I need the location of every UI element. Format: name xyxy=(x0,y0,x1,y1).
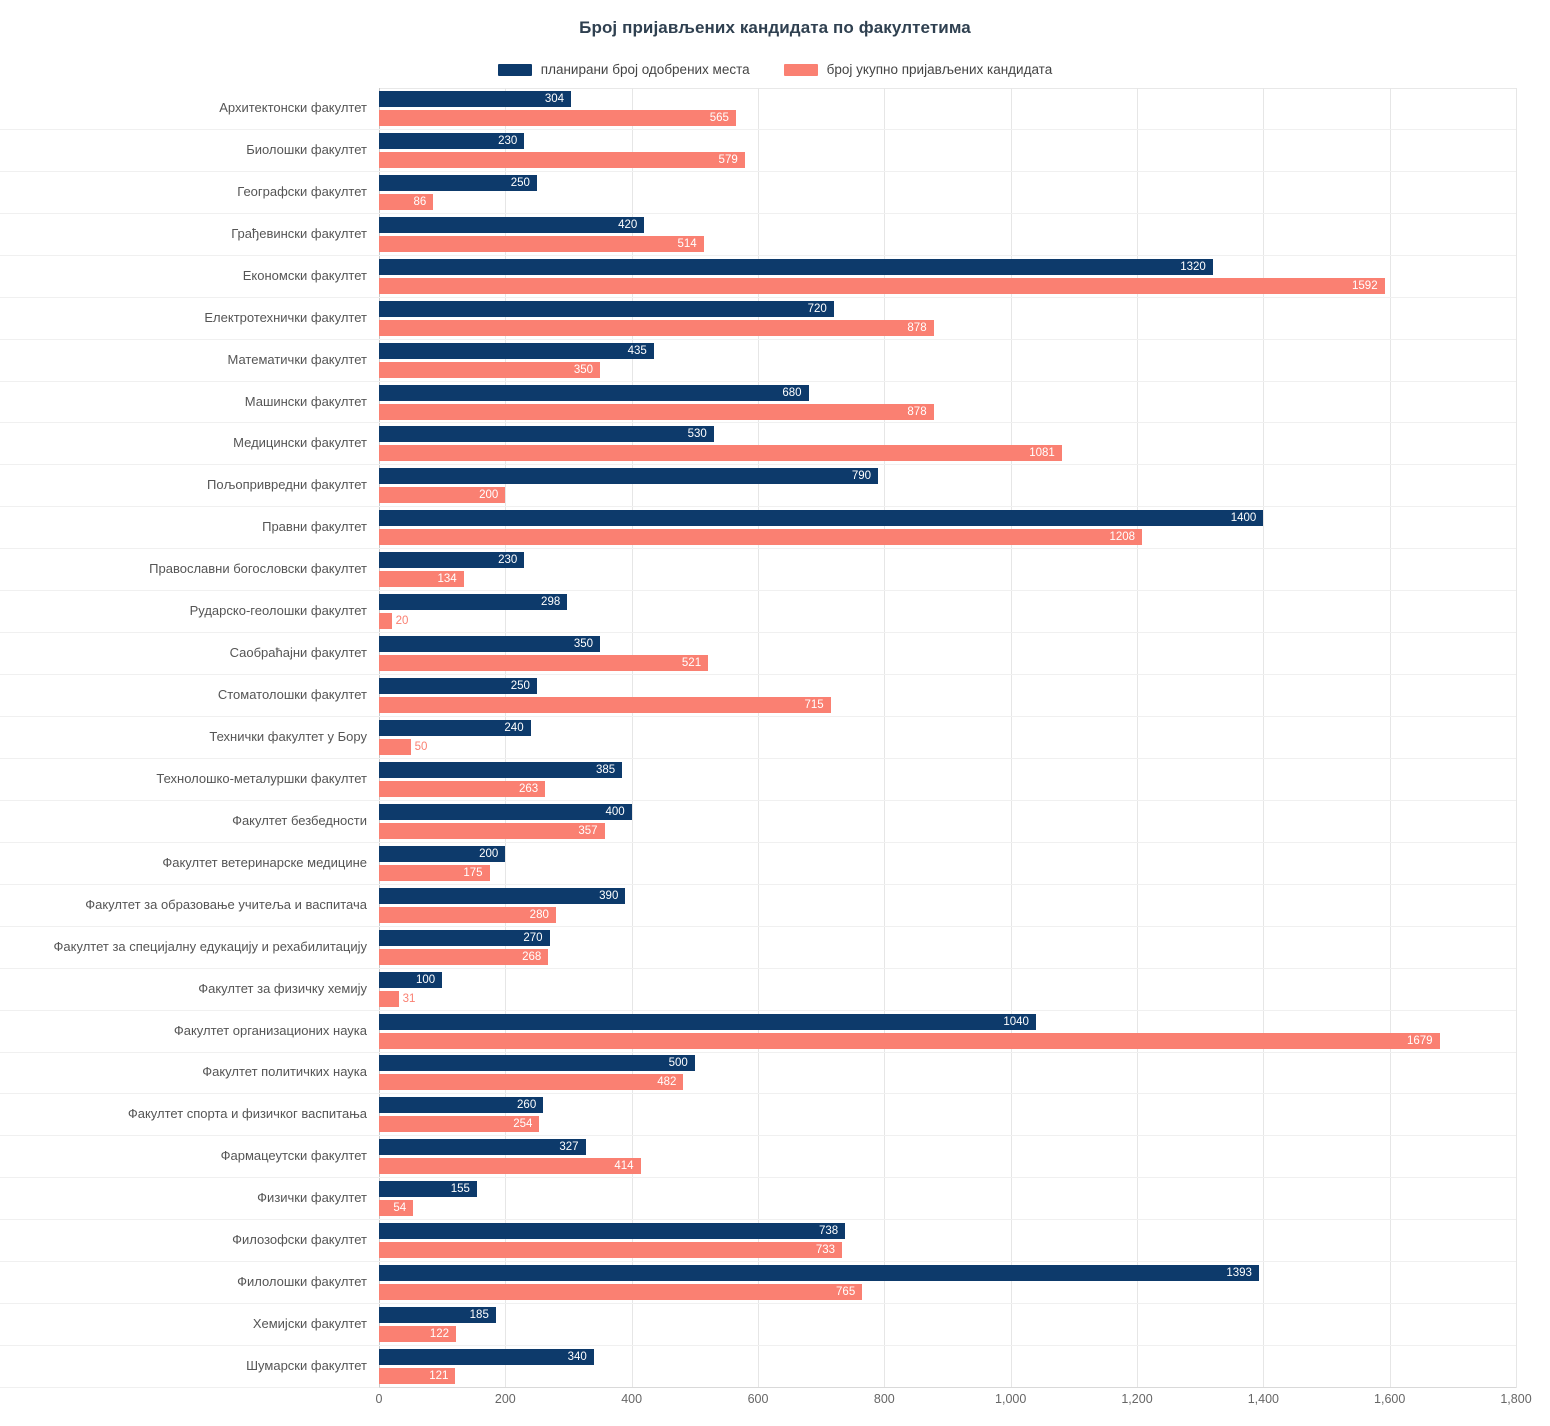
bar-row xyxy=(242,256,1516,298)
legend-item-applied[interactable] xyxy=(784,62,1053,77)
bar-applied[interactable] xyxy=(379,1033,1440,1049)
x-tick-label: 400 xyxy=(621,1392,643,1406)
category-label: Математички факултет xyxy=(227,351,367,367)
category-label: Биолошки факултет xyxy=(246,141,367,157)
bar-value-label: 54 xyxy=(393,1202,407,1215)
bar-planned[interactable] xyxy=(379,301,834,317)
bar-value-label: 565 xyxy=(709,111,729,124)
bar-planned[interactable] xyxy=(379,217,644,233)
bar-value-label: 31 xyxy=(402,992,416,1005)
bar-value-label: 1679 xyxy=(1406,1034,1433,1047)
category-label: Технолошко-металуршки факултет xyxy=(156,770,367,786)
category-label: Грађевински факултет xyxy=(231,225,367,241)
category-label: Географски факултет xyxy=(237,183,367,199)
bar-row xyxy=(220,1136,1516,1178)
bar-value-label: 122 xyxy=(429,1328,450,1341)
bar-value-label: 250 xyxy=(510,176,530,189)
bar-applied[interactable] xyxy=(379,362,600,378)
category-label: Православни богословски факултет xyxy=(149,561,367,577)
bar-applied[interactable] xyxy=(379,739,411,755)
bar-value-label: 254 xyxy=(513,1118,533,1131)
bar-row xyxy=(262,507,1516,549)
bar-value-label: 260 xyxy=(517,1099,537,1112)
category-label: Факултет ветеринарске медицине xyxy=(162,854,367,870)
category-label: Саобраћајни факултет xyxy=(229,645,367,661)
bar-value-label: 1320 xyxy=(1180,260,1206,273)
bar-row xyxy=(207,465,1516,507)
bar-value-label: 1400 xyxy=(1230,512,1257,525)
bar-row xyxy=(227,340,1516,382)
bar-value-label: 482 xyxy=(657,1076,677,1089)
category-label: Шумарски факултет xyxy=(246,1358,367,1374)
category-label: Факултет за физичку хемију xyxy=(198,980,367,996)
bar-value-label: 263 xyxy=(518,782,539,795)
bar-value-label: 1592 xyxy=(1352,279,1378,292)
bar-row xyxy=(149,549,1516,591)
category-label: Машински факултет xyxy=(244,393,367,409)
category-label: Факултет за образовање учитеља и васпитача xyxy=(85,896,367,912)
bar-row xyxy=(232,801,1516,843)
bar-value-label: 200 xyxy=(479,489,499,502)
bar-row xyxy=(204,298,1516,340)
bar-planned[interactable] xyxy=(379,804,632,820)
bar-value-label: 878 xyxy=(907,405,927,418)
bar-value-label: 1040 xyxy=(1003,1015,1029,1028)
category-label: Пољопривредни факултет xyxy=(207,477,367,493)
bar-row xyxy=(156,759,1516,801)
bar-planned[interactable] xyxy=(379,468,878,484)
bar-row xyxy=(127,1094,1516,1136)
bar-value-label: 390 xyxy=(599,889,619,902)
bar-planned[interactable] xyxy=(379,762,622,778)
category-label: Електротехнички факултет xyxy=(204,309,367,325)
bar-value-label: 350 xyxy=(573,363,594,376)
category-label: Факултет безбедности xyxy=(232,812,367,828)
bar-value-label: 230 xyxy=(498,554,518,567)
x-tick-label: 800 xyxy=(873,1392,895,1406)
bar-row xyxy=(237,172,1516,214)
bar-value-label: 420 xyxy=(618,218,638,231)
bar-planned[interactable] xyxy=(379,1349,594,1365)
category-label: Факултет организационих наука xyxy=(173,1022,367,1038)
bar-value-label: 530 xyxy=(687,428,707,441)
bar-value-label: 200 xyxy=(479,847,499,860)
chart-legend xyxy=(0,62,1550,77)
bar-row xyxy=(257,1178,1516,1220)
bar-applied[interactable] xyxy=(379,1158,641,1174)
bar-value-label: 514 xyxy=(677,237,697,250)
bar-planned[interactable] xyxy=(379,1139,586,1155)
x-tick-label: 1,600 xyxy=(1374,1392,1406,1406)
legend-swatch-planned xyxy=(498,64,532,76)
x-tick-label: 1,800 xyxy=(1500,1392,1532,1406)
bar-row xyxy=(219,88,1516,130)
bar-applied[interactable] xyxy=(379,110,736,126)
bar-value-label: 270 xyxy=(523,931,543,944)
legend-label-applied: број укупно пријављених кандидата xyxy=(826,62,1053,77)
category-label: Економски факултет xyxy=(242,267,367,283)
category-label: Стоматолошки факултет xyxy=(217,687,367,703)
bar-applied[interactable] xyxy=(379,1074,683,1090)
bar-value-label: 878 xyxy=(907,321,927,334)
bar-value-label: 414 xyxy=(614,1160,634,1173)
bar-value-label: 20 xyxy=(395,615,409,628)
category-label: Технички факултет у Бору xyxy=(209,728,367,744)
bar-row xyxy=(252,1304,1516,1346)
bar-applied[interactable] xyxy=(379,1284,862,1300)
bar-value-label: 121 xyxy=(429,1370,449,1383)
bar-row xyxy=(232,1220,1516,1262)
bar-planned[interactable] xyxy=(379,259,1213,275)
bar-applied[interactable] xyxy=(379,445,1062,461)
bar-value-label: 385 xyxy=(596,763,616,776)
x-tick-label: 200 xyxy=(494,1392,516,1406)
bar-applied[interactable] xyxy=(379,655,708,671)
bar-planned[interactable] xyxy=(379,343,654,359)
bar-value-label: 268 xyxy=(522,950,542,963)
bar-value-label: 185 xyxy=(469,1309,489,1322)
bar-row xyxy=(189,591,1516,633)
legend-label-planned: планирани број одобрених места xyxy=(540,62,750,77)
bar-row xyxy=(246,130,1516,172)
bar-applied[interactable] xyxy=(379,278,1385,294)
bar-planned[interactable] xyxy=(379,91,571,107)
bar-value-label: 230 xyxy=(498,134,518,147)
bar-row xyxy=(198,969,1516,1011)
bar-value-label: 250 xyxy=(510,680,530,693)
bar-value-label: 738 xyxy=(818,1225,839,1238)
category-label: Фармацеутски факултет xyxy=(220,1148,367,1164)
bar-planned[interactable] xyxy=(379,1055,695,1071)
bar-row xyxy=(237,1262,1516,1304)
bar-row xyxy=(233,423,1516,465)
category-label: Рударско-геолошки факултет xyxy=(189,603,367,619)
bar-row xyxy=(173,1011,1516,1053)
bar-applied[interactable] xyxy=(379,613,392,629)
bar-value-label: 304 xyxy=(544,92,565,105)
category-label: Физички факултет xyxy=(257,1190,367,1206)
category-label: Архитектонски факултет xyxy=(219,99,367,115)
bar-row xyxy=(202,1053,1516,1095)
bar-value-label: 1393 xyxy=(1226,1267,1252,1280)
bar-value-label: 175 xyxy=(463,866,483,879)
bar-row xyxy=(85,885,1516,927)
category-label: Факултет политичких наука xyxy=(202,1064,367,1080)
bar-value-label: 720 xyxy=(807,302,827,315)
bar-planned[interactable] xyxy=(379,594,567,610)
bar-applied[interactable] xyxy=(379,1242,842,1258)
bar-value-label: 680 xyxy=(782,386,802,399)
category-label: Правни факултет xyxy=(262,519,367,535)
bar-value-label: 579 xyxy=(718,153,738,166)
bar-planned[interactable] xyxy=(379,385,809,401)
bar-row xyxy=(231,214,1516,256)
bar-value-label: 86 xyxy=(413,195,427,208)
category-label: Хемијски факултет xyxy=(252,1316,367,1332)
bar-applied[interactable] xyxy=(379,152,745,168)
legend-swatch-applied xyxy=(784,64,818,76)
category-label: Филозофски факултет xyxy=(232,1232,367,1248)
bar-row xyxy=(244,382,1516,424)
bar-value-label: 298 xyxy=(541,596,561,609)
bar-row xyxy=(229,633,1516,675)
bar-planned[interactable] xyxy=(379,1014,1036,1030)
x-tick-label: 1,000 xyxy=(995,1392,1027,1406)
bar-rows xyxy=(53,88,1516,1388)
bar-applied[interactable] xyxy=(379,529,1142,545)
x-tick-label: 1,200 xyxy=(1121,1392,1153,1406)
bar-planned[interactable] xyxy=(379,1223,845,1239)
bar-value-label: 100 xyxy=(415,973,436,986)
x-tick-label: 0 xyxy=(375,1392,383,1406)
bar-value-label: 155 xyxy=(450,1183,470,1196)
bar-value-label: 357 xyxy=(578,824,598,837)
bar-value-label: 280 xyxy=(529,908,549,921)
bar-planned[interactable] xyxy=(379,510,1263,526)
category-label: Факултет спорта и физичког васпитања xyxy=(127,1106,367,1122)
bar-applied[interactable] xyxy=(379,991,399,1007)
x-axis-ticks xyxy=(375,1392,1532,1414)
category-label: Филолошки факултет xyxy=(237,1274,367,1290)
bar-value-label: 715 xyxy=(804,699,824,712)
bar-value-label: 50 xyxy=(414,740,428,753)
bar-value-label: 733 xyxy=(815,1244,835,1257)
bar-planned[interactable] xyxy=(379,636,600,652)
bar-planned[interactable] xyxy=(379,888,625,904)
bar-row xyxy=(53,927,1516,969)
category-label: Медицински факултет xyxy=(233,435,367,451)
legend-item-planned[interactable] xyxy=(498,62,750,77)
bar-applied[interactable] xyxy=(379,320,934,336)
bar-value-label: 521 xyxy=(681,657,702,670)
bar-value-label: 134 xyxy=(437,573,457,586)
bar-value-label: 327 xyxy=(559,1141,579,1154)
bar-row xyxy=(246,1346,1516,1388)
chart-title: Број пријављених кандидата по факултетима xyxy=(579,18,971,37)
bar-value-label: 400 xyxy=(605,805,625,818)
bar-applied[interactable] xyxy=(379,404,934,420)
x-tick-label: 600 xyxy=(747,1392,769,1406)
x-tick-label: 1,400 xyxy=(1247,1392,1279,1406)
bar-value-label: 1208 xyxy=(1109,531,1136,544)
plot-area xyxy=(53,88,1516,1388)
bar-row xyxy=(209,717,1516,759)
category-label: Факултет за специјалну едукацију и рехабилитацију xyxy=(53,938,367,954)
bar-value-label: 765 xyxy=(836,1286,856,1299)
bar-planned[interactable] xyxy=(379,1265,1259,1281)
bar-value-label: 1081 xyxy=(1029,447,1055,460)
gridline xyxy=(1516,88,1517,1388)
bar-value-label: 240 xyxy=(504,721,524,734)
bar-value-label: 435 xyxy=(627,344,647,357)
bar-row xyxy=(162,843,1516,885)
bar-row xyxy=(217,675,1516,717)
bar-value-label: 500 xyxy=(668,1057,688,1070)
bar-planned[interactable] xyxy=(379,426,714,442)
bar-value-label: 790 xyxy=(851,470,872,483)
x-axis-line xyxy=(379,1387,1516,1388)
bar-applied[interactable] xyxy=(379,823,605,839)
bar-value-label: 340 xyxy=(567,1351,587,1364)
bar-applied[interactable] xyxy=(379,697,831,713)
bar-value-label: 350 xyxy=(573,638,594,651)
bar-applied[interactable] xyxy=(379,236,704,252)
